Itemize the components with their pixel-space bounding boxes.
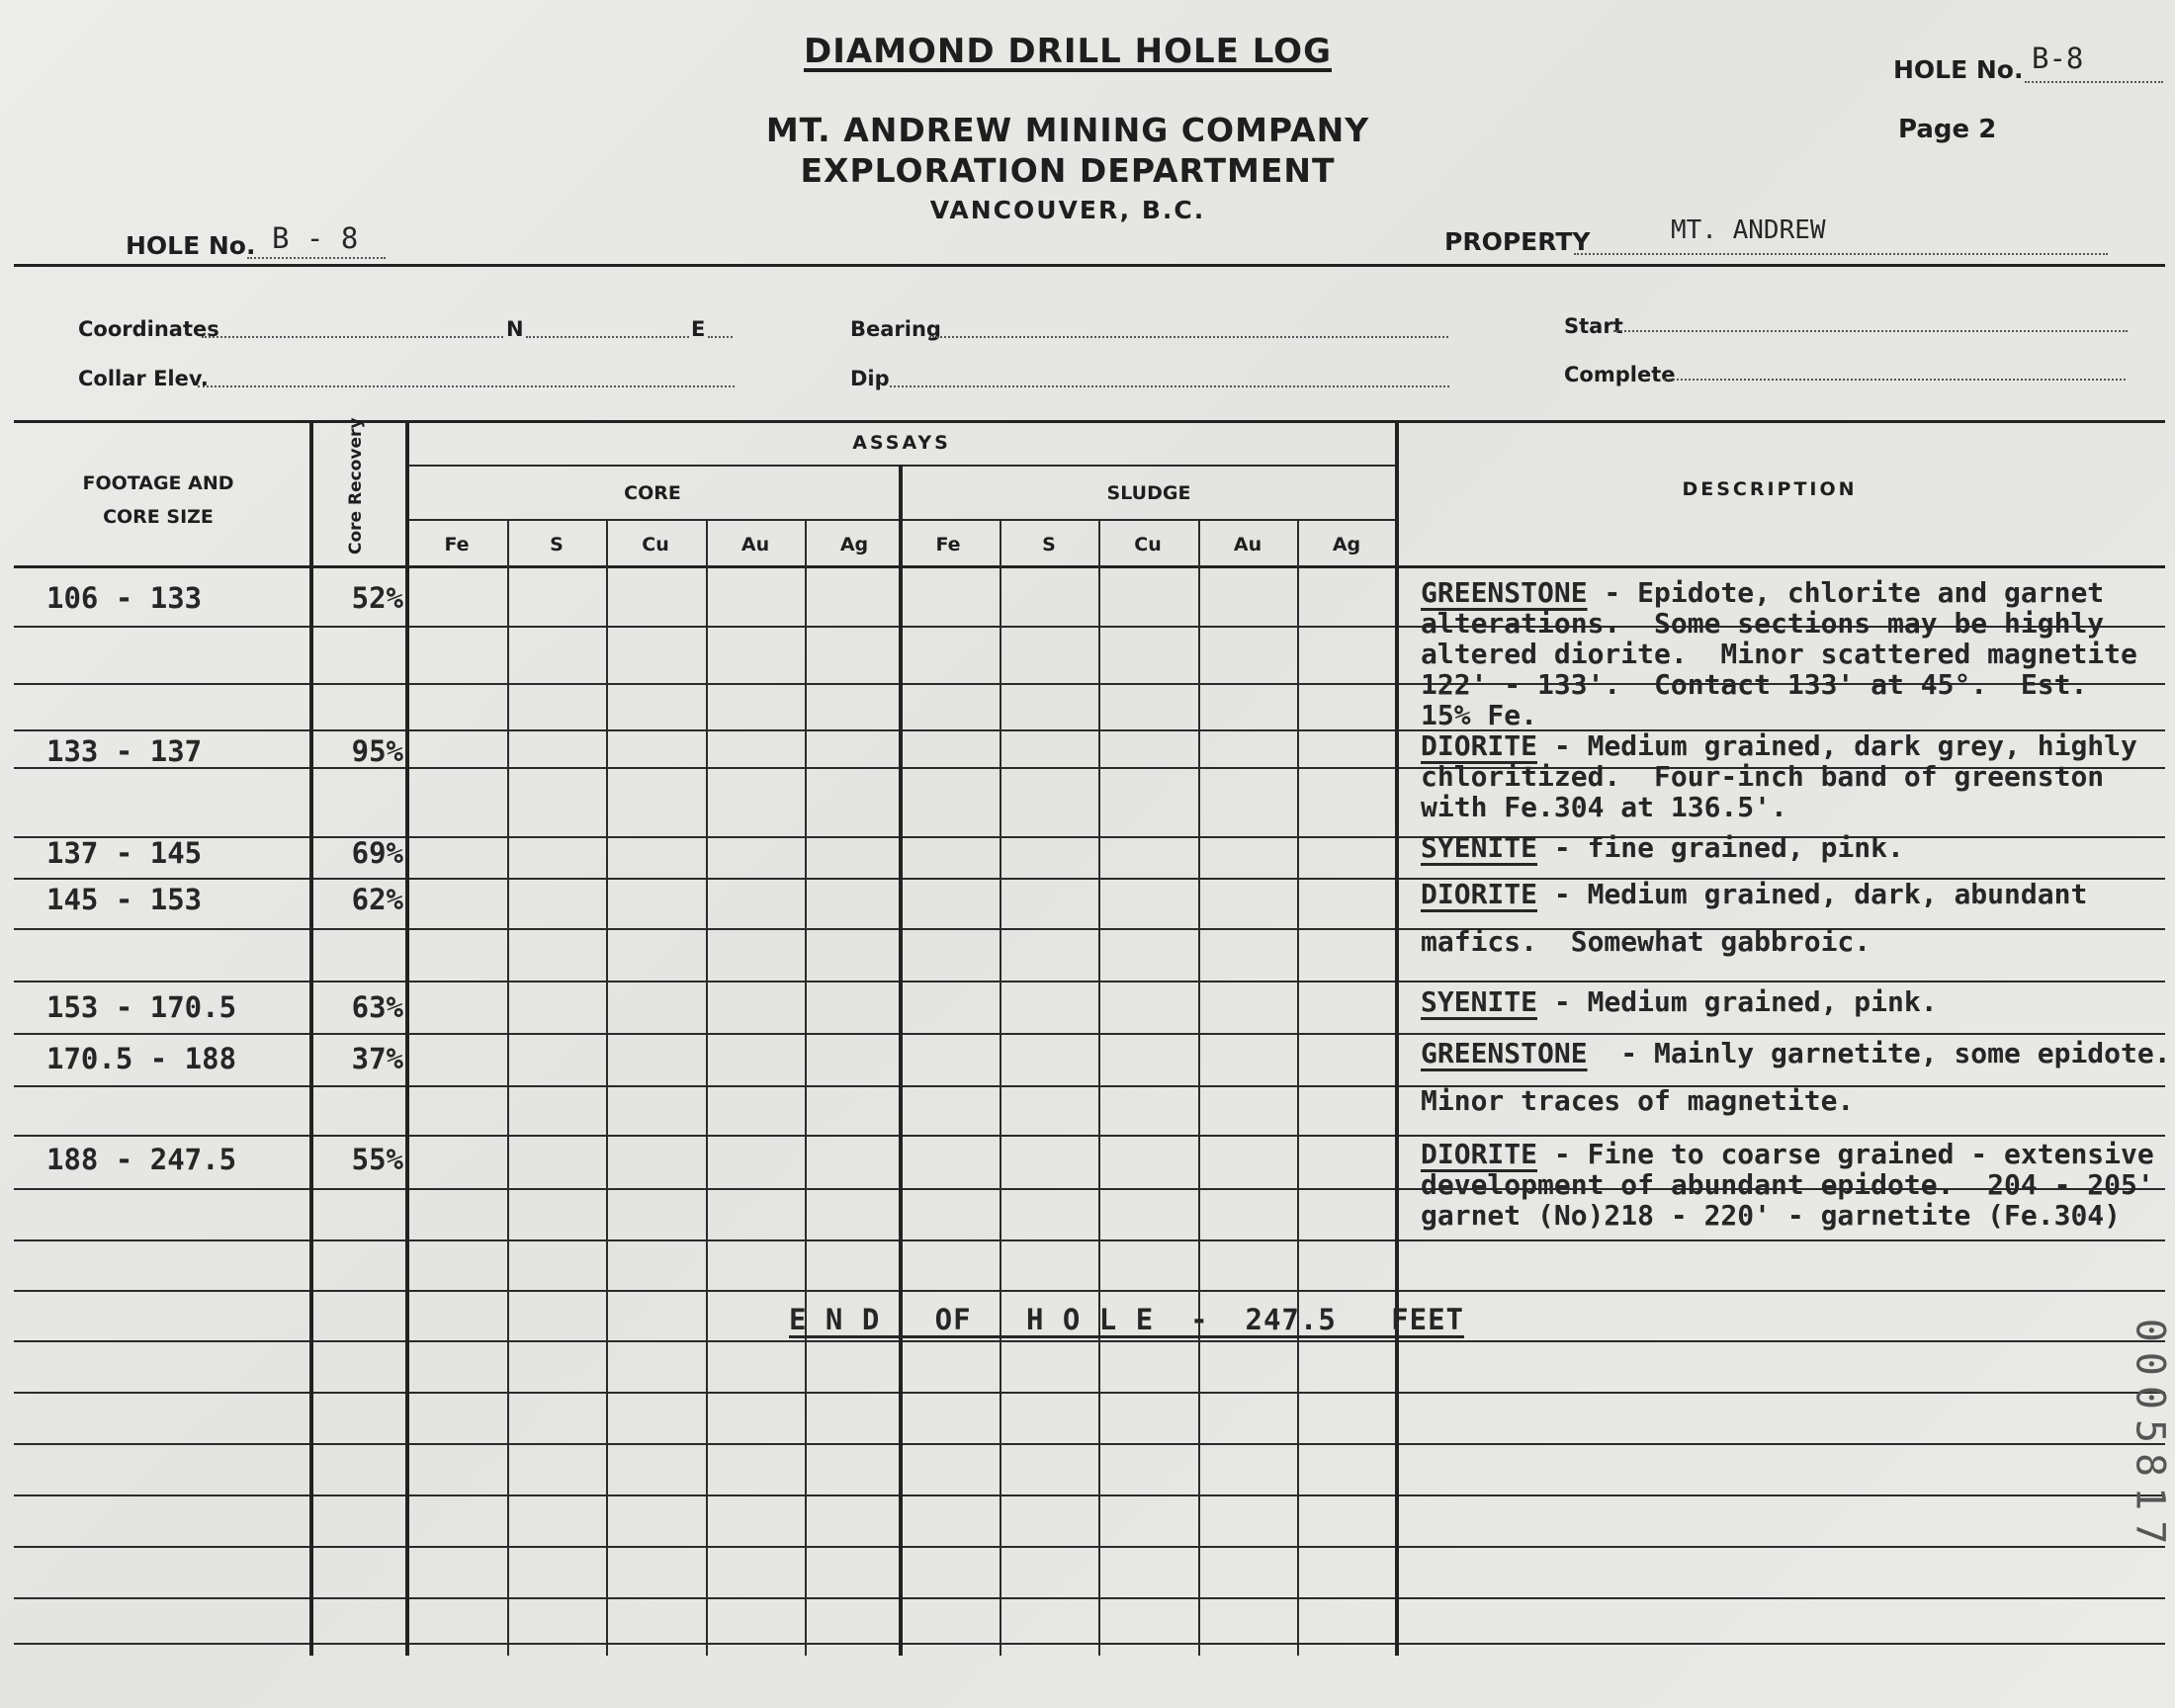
rock-type: DIORITE <box>1421 1138 1538 1170</box>
east-label: E <box>691 317 706 341</box>
row-rule <box>14 981 2165 982</box>
core-cu-header: Cu <box>642 534 669 555</box>
footage-cell: 188 - 247.5 <box>46 1143 237 1176</box>
description-line <box>1421 577 2104 608</box>
core-recovery-cell: 55% <box>351 1143 403 1176</box>
hole-no-underline <box>247 257 386 259</box>
property-underline <box>1574 253 2108 255</box>
document-stamp-number: 0005817 <box>2127 1318 2173 1555</box>
footage-cell: 106 - 133 <box>46 581 203 615</box>
core-s-header: S <box>550 534 564 555</box>
description-divider <box>1395 420 1399 1656</box>
description-text: - Medium grained, dark grey, highly <box>1537 729 2137 762</box>
hole-no-label: HOLE No. <box>126 231 256 260</box>
collar-elev-dots <box>198 385 735 387</box>
row-rule <box>14 1597 2165 1599</box>
description-text: - Medium grained, dark, abundant <box>1537 878 2088 910</box>
page-number: Page 2 <box>1898 115 1997 144</box>
core-recovery-cell: 37% <box>351 1042 403 1075</box>
footage-header-line2: CORE SIZE <box>103 506 214 528</box>
bearing-label: Bearing <box>850 317 941 341</box>
row-rule <box>14 1033 2165 1035</box>
start-label: Start <box>1564 314 1623 338</box>
property-label: PROPERTY <box>1444 227 1591 256</box>
hole-no-value: B - 8 <box>272 221 359 255</box>
description-text: - Medium grained, pink. <box>1537 985 1938 1018</box>
end-of-hole-note: E N D OF H O L E - 247.5 FEET <box>789 1303 1465 1336</box>
footage-cell: 153 - 170.5 <box>46 990 237 1024</box>
description-line: mafics. Somewhat gabbroic. <box>1421 925 1871 958</box>
description-text: - Mainly garnetite, some epidote. <box>1587 1037 2171 1069</box>
footage-cell: 145 - 153 <box>46 883 203 916</box>
start-dots <box>1613 330 2128 332</box>
assay-column-line <box>1198 519 1200 1656</box>
company-city: VANCOUVER, B.C. <box>929 196 1206 224</box>
description-line <box>1421 1038 2171 1068</box>
core-recovery-cell: 52% <box>351 581 403 615</box>
hole-no-value-top: B-8 <box>2032 42 2084 75</box>
coordinates-dots <box>202 336 503 338</box>
core-fe-header: Fe <box>444 534 470 555</box>
hole-no-label-top: HOLE No. <box>1893 55 2024 84</box>
east-dots <box>708 336 733 338</box>
assays-header: ASSAYS <box>852 432 951 454</box>
row-rule <box>14 1290 2165 1292</box>
footage-cell: 170.5 - 188 <box>46 1042 237 1075</box>
assay-column-line <box>1000 519 1001 1656</box>
rock-type: DIORITE <box>1421 878 1538 910</box>
complete-label: Complete <box>1564 363 1676 386</box>
description-line: with Fe.304 at 136.5'. <box>1421 791 1787 823</box>
core-header: CORE <box>624 482 681 504</box>
row-rule <box>14 1340 2165 1342</box>
coordinates-label: Coordinates <box>78 317 219 341</box>
description-line: alterations. Some sections may be highly <box>1421 607 2105 640</box>
header-rule <box>14 264 2165 267</box>
sludge-header: SLUDGE <box>1106 482 1191 504</box>
description-text: - Epidote, chlorite and garnet <box>1587 576 2105 609</box>
rock-type: DIORITE <box>1421 729 1538 762</box>
table-top-rule <box>14 420 2165 423</box>
description-line <box>1421 986 1938 1017</box>
rock-type: SYENITE <box>1421 985 1538 1018</box>
assay-column-line <box>507 519 509 1656</box>
core-recovery-cell: 69% <box>351 836 403 870</box>
description-text: - fine grained, pink. <box>1537 831 1904 864</box>
assay-column-line <box>606 519 608 1656</box>
description-line: Minor traces of magnetite. <box>1421 1084 1855 1117</box>
description-line: 15% Fe. <box>1421 699 1538 731</box>
row-rule <box>14 1392 2165 1394</box>
row-rule <box>14 1643 2165 1645</box>
description-line: development of abundant epidote. 204 - 205' <box>1421 1168 2154 1201</box>
recovery-divider <box>405 420 409 1656</box>
complete-dots <box>1664 379 2126 381</box>
row-rule <box>14 1494 2165 1496</box>
sludge-ag-header: Ag <box>1332 534 1361 555</box>
description-line <box>1421 1139 2154 1169</box>
assay-column-line <box>706 519 708 1656</box>
description-line <box>1421 730 2137 761</box>
description-line <box>1421 879 2087 909</box>
row-rule <box>14 1239 2165 1241</box>
form-title: DIAMOND DRILL HOLE LOG <box>803 32 1332 71</box>
description-line: 122' - 133'. Contact 133' at 45°. Est. <box>1421 668 2088 701</box>
description-text: - Fine to coarse grained - extensive <box>1537 1138 2154 1170</box>
assay-column-line <box>1297 519 1299 1656</box>
sludge-s-header: S <box>1042 534 1056 555</box>
dip-label: Dip <box>850 367 890 390</box>
row-rule <box>14 1443 2165 1445</box>
sludge-au-header: Au <box>1233 534 1262 555</box>
footage-cell: 137 - 145 <box>46 836 203 870</box>
rock-type: GREENSTONE <box>1421 1037 1588 1069</box>
sludge-cu-header: Cu <box>1134 534 1162 555</box>
rock-type: SYENITE <box>1421 831 1538 864</box>
company-department: EXPLORATION DEPARTMENT <box>800 151 1336 190</box>
footage-cell: 133 - 137 <box>46 734 203 768</box>
north-label: N <box>506 317 524 341</box>
bearing-dots <box>929 336 1448 338</box>
assay-column-line <box>1098 519 1100 1656</box>
description-line: altered diorite. Minor scattered magnetite <box>1421 638 2137 670</box>
core-recovery-cell: 63% <box>351 990 403 1024</box>
description-header: DESCRIPTION <box>1682 478 1858 500</box>
hole-no-top-underline <box>2025 81 2163 83</box>
footage-header <box>59 467 257 534</box>
core-sludge-divider <box>899 465 903 1656</box>
header-bottom-rule <box>14 565 2165 568</box>
sludge-fe-header: Fe <box>935 534 961 555</box>
property-value: MT. ANDREW <box>1671 215 1826 245</box>
footage-divider <box>309 420 313 1656</box>
assay-column-line <box>805 519 807 1656</box>
dip-dots <box>890 385 1449 387</box>
core-recovery-header: Core Recovery <box>346 417 366 555</box>
core-ag-header: Ag <box>839 534 869 555</box>
core-recovery-cell: 62% <box>351 883 403 916</box>
row-rule <box>14 1546 2165 1548</box>
company-name: MT. ANDREW MINING COMPANY <box>765 111 1370 149</box>
north-dots <box>526 336 689 338</box>
row-rule <box>14 1135 2165 1137</box>
rock-type: GREENSTONE <box>1421 576 1588 609</box>
footage-header-line1: FOOTAGE AND <box>82 472 234 494</box>
description-line: garnet (No)218 - 220' - garnetite (Fe.304) <box>1421 1199 2122 1232</box>
core-recovery-cell: 95% <box>351 734 403 768</box>
description-line <box>1421 832 1904 863</box>
description-line: chloritized. Four-inch band of greenston <box>1421 760 2105 793</box>
collar-elev-label: Collar Elev. <box>78 367 209 390</box>
core-au-header: Au <box>740 534 770 555</box>
